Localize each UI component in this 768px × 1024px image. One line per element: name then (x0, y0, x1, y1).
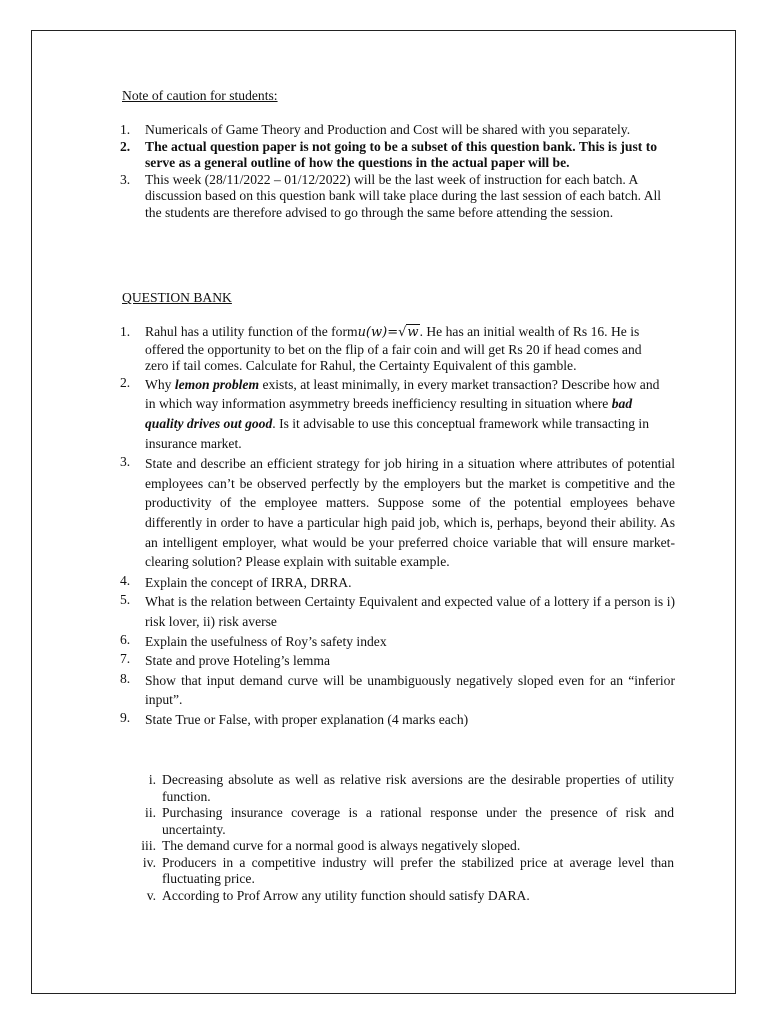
list-item: 2. The actual question paper is not going to be a subset of this question bank. This is just to serve as a general outline of how the questions in the actual paper will be. (145, 139, 672, 172)
question-4: 4. Explain the concept of IRRA, DRRA. (120, 572, 352, 590)
list-item: 3. This week (28/11/2022 – 01/12/2022) will be the last week of instruction for each batch. A discussion based on this question bank will take place during the last session of each batch. All the students are therefore advised to go through the same before attending the session. (145, 172, 672, 222)
caution-list (120, 122, 672, 222)
caution-item-1: Numericals of Game Theory and Production and Cost will be shared with you separately. (145, 122, 631, 137)
question-list (120, 324, 675, 729)
list-item: i. Decreasing absolute as well as relative risk aversions are the desirable properties of utility function. (148, 772, 674, 804)
question-9: 9. State True or False, with proper explanation (4 marks each) (120, 709, 469, 727)
list-item: iv. Producers in a competitive industry will prefer the stabilized price at average level than fluctuating price. (142, 854, 674, 886)
true-false-list (141, 772, 674, 904)
question-bank-heading: QUESTION BANK (122, 290, 232, 305)
question-5: 5. What is the relation between Certainty Equivalent and expected value of a lottery if a person is i) risk lover, ii) risk averse (120, 592, 675, 629)
question-2: 2. Why lemon problem exists, at least minimally, in every market transaction? Describe how and in which way information asymmetry breeds inefficiency resulting in situation where bad quality drives out good. Is it advisable to use this conceptual framework while transacting in insurance market. (120, 374, 660, 451)
list-item: v. According to Prof Arrow any utility function should satisfy DARA. (146, 887, 530, 903)
caution-item-2: The actual question paper is not going to be a subset of this question bank. This is just to serve as a general outline of how the questions in the actual paper will be. (145, 138, 658, 171)
question-8: 8. Show that input demand curve will be unambiguously negatively sloped even for an “inferior input”. (120, 670, 675, 708)
question-3: 3. State and describe an efficient strategy for job hiring in a situation where attributes of potential employees can’t be observed perfectly by the employers but the market is competitive and the productivity of the employee matters. Suppose some of the potential employees behave differently in order to have a particular high paid job, which is, perhaps, beyond their ability. As an intelligent employer, what would be your preferred choice variable that will ensure market-clearing solution? Please explain with suitable example. (120, 454, 675, 570)
caution-heading: Note of caution for students: (122, 88, 278, 103)
question-6: 6. Explain the usefulness of Roy’s safety index (120, 631, 387, 649)
list-item: 1. Numericals of Game Theory and Production and Cost will be shared with you separately. (145, 122, 672, 139)
question-7: 7. State and prove Hoteling’s lemma (120, 651, 330, 669)
question-1: 1. Rahul has a utility function of the formu(w)=√w. He has an initial wealth of Rs 16. He is offered the opportunity to bet on the flip of a fair coin and will get Rs 20 if head comes and zero if tail comes. Calculate for Rahul, the Certainty Equivalent of this gamble. (120, 324, 642, 374)
utility-formula: u(w)=√w (357, 325, 419, 340)
list-item: ii. Purchasing insurance coverage is a rational response under the presence of risk and uncertainty. (145, 805, 674, 837)
list-item: iii. The demand curve for a normal good is always negatively sloped. (141, 838, 521, 853)
caution-item-3: This week (28/11/2022 – 01/12/2022) will be the last week of instruction for each batch. A discussion based on this question bank will take place during the last session of each batch. All the students are therefore advised to go through the same before attending the session. (145, 171, 662, 220)
